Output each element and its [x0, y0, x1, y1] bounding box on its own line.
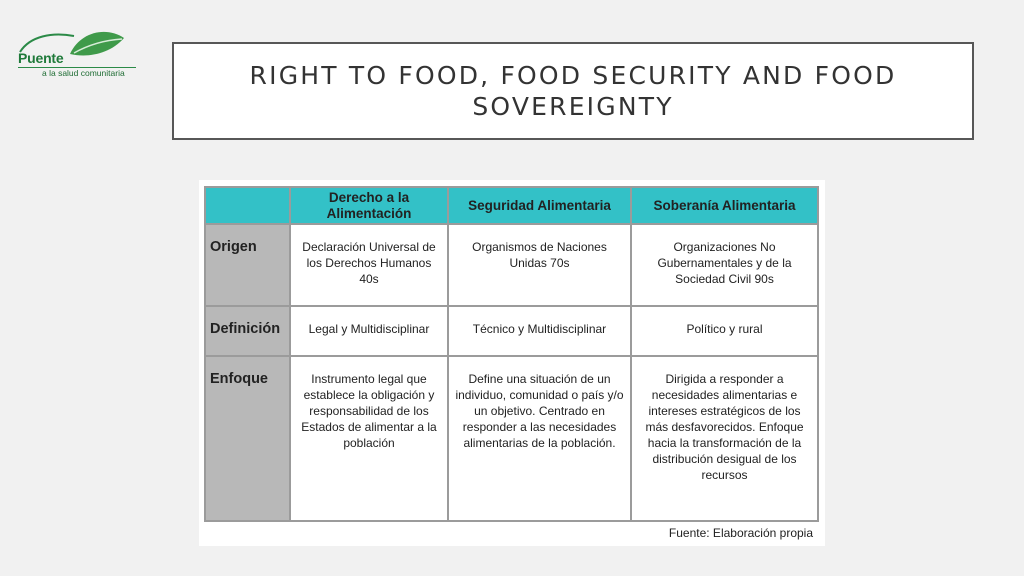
- table-cell: Declaración Universal de los Derechos Humanos 40s: [290, 224, 448, 306]
- comparison-table-image: [199, 180, 825, 546]
- table-row-enfoque: [205, 356, 818, 521]
- slide-title: RIGHT TO FOOD, FOOD SECURITY AND FOOD SOVEREIGNTY: [249, 61, 897, 121]
- table-corner-cell: [205, 187, 290, 224]
- table-source-note: Fuente: Elaboración propia: [668, 526, 813, 540]
- table-header-row: [205, 187, 818, 224]
- table-cell: Legal y Multidisciplinar: [290, 306, 448, 356]
- table-cell: Técnico y Multidisciplinar: [448, 306, 631, 356]
- title-box: [172, 42, 974, 140]
- table-row-definicion: [205, 306, 818, 356]
- table-cell: Organizaciones No Gubernamentales y de la Sociedad Civil 90s: [631, 224, 818, 306]
- column-header-seguridad: Seguridad Alimentaria: [448, 187, 631, 224]
- puente-logo: [18, 28, 140, 84]
- row-header-enfoque: Enfoque: [205, 356, 290, 521]
- table-cell: Organismos de Naciones Unidas 70s: [448, 224, 631, 306]
- table-cell: Define una situación de un individuo, comunidad o país y/o un objetivo. Centrado en responder a las necesidades alimentarias de la población.: [448, 356, 631, 521]
- table-cell: Dirigida a responder a necesidades alimentarias e intereses estratégicos de los más desfavorecidos. Enfoque hacia la transformación de la distribución desigual de los recursos: [631, 356, 818, 521]
- logo-tagline: a la salud comunitaria: [42, 68, 125, 78]
- comparison-table: [204, 186, 819, 522]
- row-header-origen: Origen: [205, 224, 290, 306]
- table-cell: Político y rural: [631, 306, 818, 356]
- table-cell: Instrumento legal que establece la obligación y responsabilidad de los Estados de alimentar a la población: [290, 356, 448, 521]
- column-header-derecho: Derecho a la Alimentación: [290, 187, 448, 224]
- table-row-origen: [205, 224, 818, 306]
- row-header-definicion: Definición: [205, 306, 290, 356]
- logo-name: Puente: [18, 50, 64, 66]
- column-header-soberania: Soberanía Alimentaria: [631, 187, 818, 224]
